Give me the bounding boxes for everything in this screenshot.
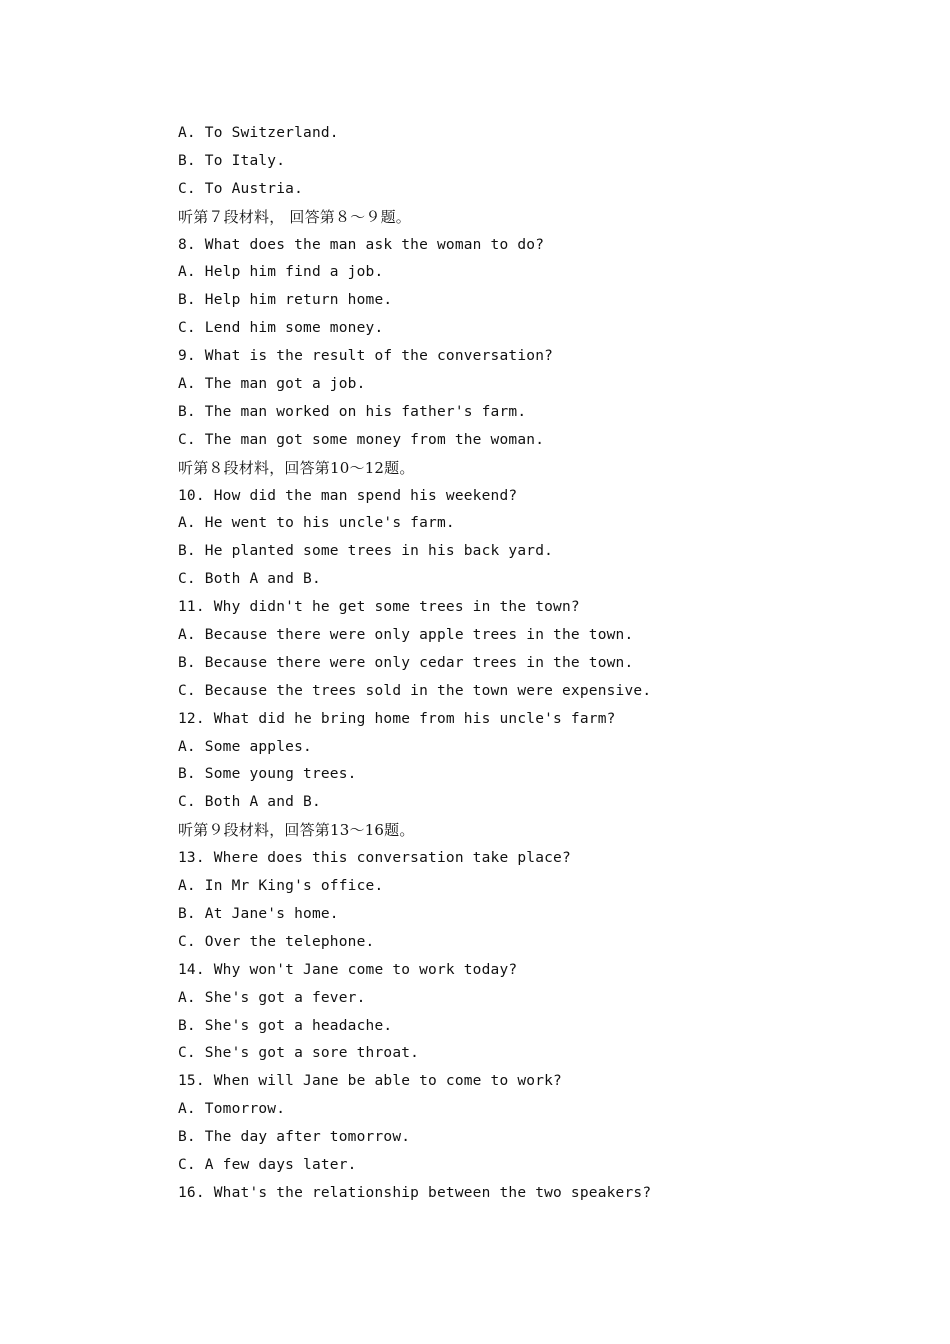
- answer-option: B. Help him return home.: [178, 292, 393, 309]
- answer-option: C. She's got a sore throat.: [178, 1045, 420, 1062]
- answer-option: A. Because there were only apple trees in the town.: [178, 627, 634, 644]
- answer-option: C. A few days later.: [178, 1156, 357, 1173]
- answer-option: A. The man got a job.: [178, 376, 366, 393]
- answer-option: C. To Austria.: [178, 180, 304, 197]
- section-instruction: 听第９段材料，回答第13～16题。: [178, 821, 415, 840]
- answer-option: B. Some young trees.: [178, 766, 357, 783]
- answer-option: A. Help him find a job.: [178, 264, 384, 281]
- question-text: 8. What does the man ask the woman to do?: [178, 236, 545, 253]
- answer-option: C. Both A and B.: [178, 794, 321, 811]
- question-text: 15. When will Jane be able to come to work?: [178, 1073, 562, 1090]
- answer-option: A. He went to his uncle's farm.: [178, 515, 455, 532]
- answer-option: A. Tomorrow.: [178, 1101, 286, 1118]
- question-text: 16. What's the relationship between the two speakers?: [178, 1184, 652, 1201]
- answer-option: B. The man worked on his father's farm.: [178, 403, 527, 420]
- question-text: 11. Why didn't he get some trees in the town?: [178, 599, 580, 616]
- question-text: 13. Where does this conversation take place?: [178, 850, 571, 867]
- question-list: [178, 120, 878, 1208]
- answer-option: A. To Switzerland.: [178, 125, 339, 141]
- answer-option: A. Some apples.: [178, 738, 312, 755]
- answer-option: A. In Mr King's office.: [178, 878, 384, 895]
- question-text: 9. What is the result of the conversation?: [178, 348, 554, 365]
- section-instruction: 听第７段材料， 回答第８～９题。: [178, 207, 411, 226]
- answer-option: B. The day after tomorrow.: [178, 1129, 411, 1146]
- answer-option: C. Both A and B.: [178, 571, 321, 588]
- answer-option: A. She's got a fever.: [178, 989, 366, 1006]
- answer-option: C. Because the trees sold in the town were expensive.: [178, 682, 652, 699]
- answer-option: B. To Italy.: [178, 152, 286, 169]
- section-instruction: 听第８段材料，回答第10～12题。: [178, 458, 415, 477]
- question-text: 14. Why won't Jane come to work today?: [178, 961, 518, 978]
- answer-option: B. At Jane's home.: [178, 905, 339, 922]
- answer-option: B. She's got a headache.: [178, 1017, 393, 1034]
- question-text: 10. How did the man spend his weekend?: [178, 487, 518, 504]
- answer-option: C. Lend him some money.: [178, 320, 384, 337]
- question-text: 12. What did he bring home from his uncle's farm?: [178, 710, 616, 727]
- answer-option: B. He planted some trees in his back yard.: [178, 543, 554, 560]
- exam-page: [178, 120, 878, 1208]
- answer-option: C. Over the telephone.: [178, 933, 375, 950]
- answer-option: B. Because there were only cedar trees in the town.: [178, 654, 634, 671]
- answer-option: C. The man got some money from the woman.: [178, 431, 545, 448]
